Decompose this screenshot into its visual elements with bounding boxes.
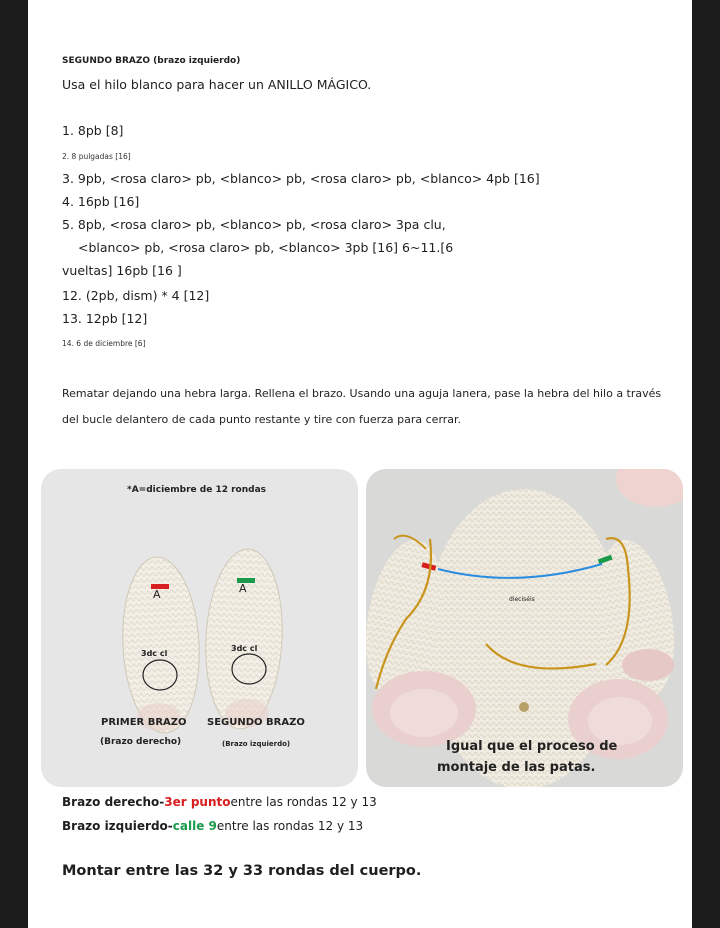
step-12: 12. (2pb, dism) * 4 [12] xyxy=(62,288,210,303)
arm-right-highlight: 3er punto xyxy=(164,795,231,809)
marker-a-left: A xyxy=(153,588,161,601)
finish-text-line-2: del bucle delantero de cada punto restante y tire con fuerza para cerrar. xyxy=(62,413,462,426)
tag-3dc-right: 3dc cl xyxy=(231,644,258,653)
arms-photo xyxy=(41,469,358,787)
step-13: 13. 12pb [12] xyxy=(62,311,148,326)
center-tag: dieciséis xyxy=(509,596,535,603)
arm-left-highlight: calle 9 xyxy=(172,819,217,833)
sub-first-arm: (Brazo derecho) xyxy=(100,737,182,747)
caption-line-2: montaje de las patas. xyxy=(437,760,596,775)
step-3: 3. 9pb, <rosa claro> pb, <blanco> pb, <rosa claro> pb, <blanco> 4pb [16] xyxy=(62,171,540,186)
arm-left-prefix: Brazo izquierdo- xyxy=(62,819,173,833)
tail-button xyxy=(519,702,529,712)
sub-second-arm: (Brazo izquierdo) xyxy=(222,740,291,748)
rounds-note: *A=diciembre de 12 rondas xyxy=(127,485,266,495)
caption-line-1: Igual que el proceso de xyxy=(446,739,618,754)
document-page xyxy=(28,0,692,928)
label-second-arm: SEGUNDO BRAZO xyxy=(207,717,305,728)
finish-text-line-1: Rematar dejando una hebra larga. Rellena el brazo. Usando una aguja lanera, pase la hebra del hilo a través xyxy=(62,387,662,400)
intro-text: Usa el hilo blanco para hacer un ANILLO MÁGICO. xyxy=(62,77,372,92)
body-assembly-photo xyxy=(366,469,683,787)
step-2: 2. 8 pulgadas [16] xyxy=(62,152,131,161)
tag-3dc-left: 3dc cl xyxy=(141,649,168,658)
arm-left-suffix: entre las rondas 12 y 13 xyxy=(216,819,364,833)
arm-left-line xyxy=(62,819,363,833)
step-4: 4. 16pb [16] xyxy=(62,194,140,209)
marker-a-right: A xyxy=(239,582,247,595)
arm-right-line xyxy=(62,795,377,809)
section-title: SEGUNDO BRAZO (brazo izquierdo) xyxy=(62,56,241,66)
label-first-arm: PRIMER BRAZO xyxy=(101,717,187,728)
step-5-line-1: 5. 8pb, <rosa claro> pb, <blanco> pb, <rosa claro> 3pa clu, xyxy=(62,217,446,232)
arm-right-prefix: Brazo derecho- xyxy=(62,795,165,809)
arm-right-suffix: entre las rondas 12 y 13 xyxy=(230,795,377,809)
step-5-line-2: <blanco> pb, <rosa claro> pb, <blanco> 3pb [16] 6~11.[6 xyxy=(78,240,454,255)
assembly-instruction: Montar entre las 32 y 33 rondas del cuerpo. xyxy=(62,863,422,879)
arms-illustration xyxy=(41,469,358,787)
step-14: 14. 6 de diciembre [6] xyxy=(62,339,146,348)
step-1: 1. 8pb [8] xyxy=(62,123,124,138)
step-5-line-3: vueltas] 16pb [16 ] xyxy=(62,263,182,278)
